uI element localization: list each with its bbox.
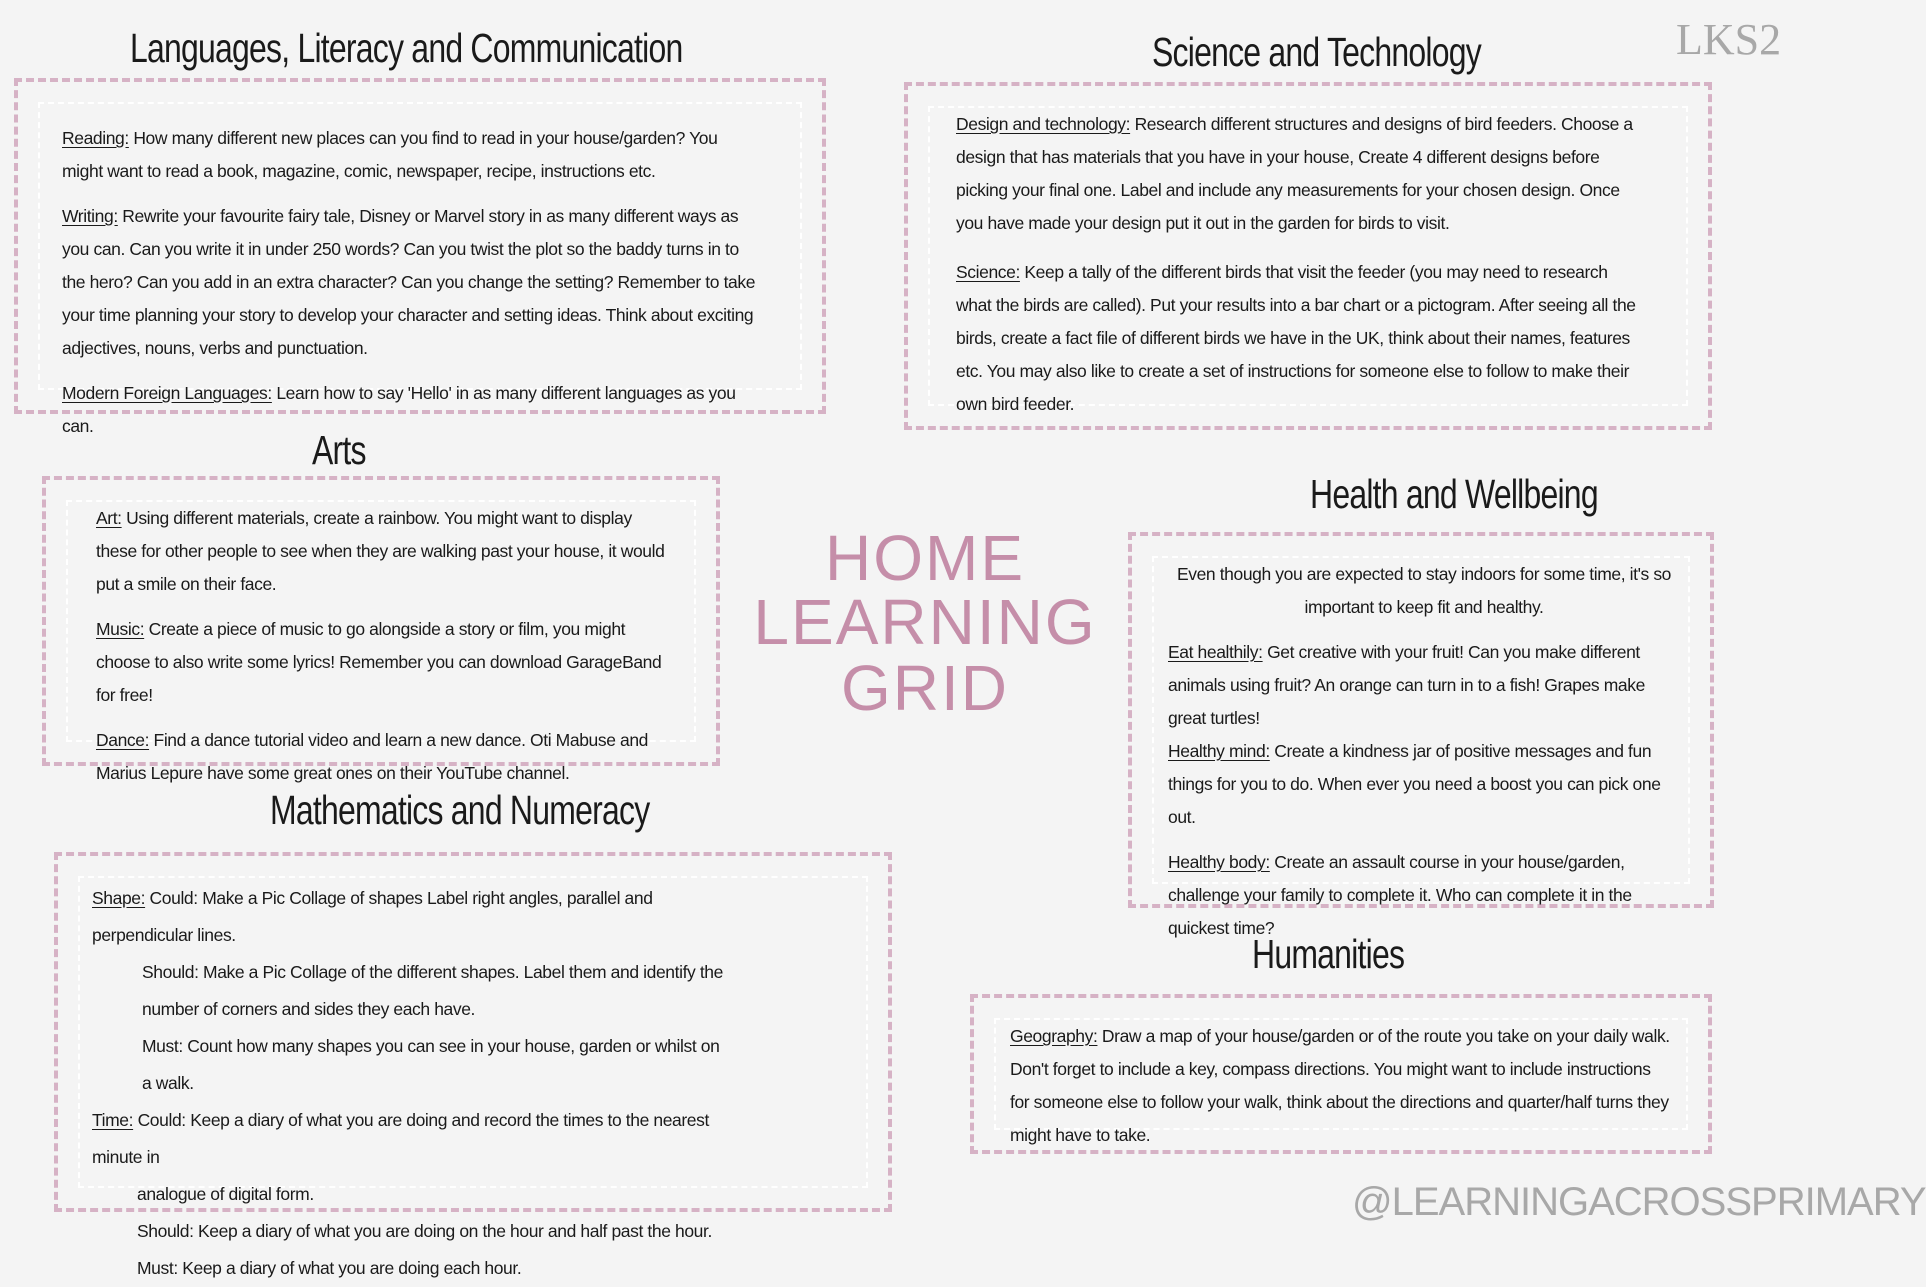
- writing-label: Writing:: [62, 206, 118, 226]
- time-could-line: [92, 1102, 732, 1176]
- science-content: [956, 108, 1646, 433]
- sci-paragraph: [956, 256, 1646, 421]
- eat-label: Eat healthily:: [1168, 642, 1263, 662]
- reading-paragraph: [62, 122, 762, 188]
- writing-paragraph: [62, 200, 762, 365]
- sci-text: Keep a tally of the different birds that visit the feeder (you may need to research what the birds are called). Put your results into a bar chart or a pictogram. After seeing all the birds, create a fact file of different birds we have in the UK, think about their names, features etc. You may also like to create a set of instructions for someone else to follow to make their own bird feeder.: [956, 262, 1636, 414]
- body-paragraph: [1168, 846, 1680, 945]
- body-text: Create an assault course in your house/garden, challenge your family to complete it. Who can complete it in the quickest time?: [1168, 852, 1632, 938]
- geo-label: Geography:: [1010, 1026, 1098, 1046]
- time-could: Could: Keep a diary of what you are doing and record the times to the nearest minute in: [92, 1110, 709, 1167]
- shape-should: Should: Make a Pic Collage of the different shapes. Label them and identify the number of corners and sides they each have.: [142, 962, 723, 1019]
- arts-content: [96, 502, 676, 802]
- dance-paragraph: [96, 724, 676, 790]
- corner-label: LKS2: [1676, 15, 1782, 64]
- maths-content: [92, 880, 732, 1287]
- geo-paragraph: [1010, 1020, 1670, 1152]
- center-title-line2: GRID: [841, 652, 1009, 724]
- shape-must: Must: Count how many shapes you can see in your house, garden or whilst on a walk.: [142, 1036, 720, 1093]
- body-label: Healthy body:: [1168, 852, 1270, 872]
- time-must: Must: Keep a diary of what you are doing each hour.: [137, 1258, 522, 1278]
- maths-heading: Mathematics and Numeracy: [270, 787, 650, 833]
- mind-text: Create a kindness jar of positive messages and fun things for you to do. When ever you need a boost you can pick one out.: [1168, 741, 1661, 827]
- health-content: [1168, 558, 1680, 957]
- arts-heading: Arts: [312, 427, 366, 473]
- art-label: Art:: [96, 508, 122, 528]
- mind-paragraph: [1168, 735, 1680, 834]
- shape-could: Could: Make a Pic Collage of shapes Label right angles, parallel and perpendicular lines.: [92, 888, 653, 945]
- dt-text: Research different structures and designs of bird feeders. Choose a design that has materials that you have in your house, Create 4 different designs before picking your final one. Label and include any measurements for your chosen design. Once you have made your design put it out in the garden for birds to visit.: [956, 114, 1633, 233]
- dt-paragraph: [956, 108, 1646, 240]
- music-paragraph: [96, 613, 676, 712]
- art-paragraph: [96, 502, 676, 601]
- humanities-content: [1010, 1020, 1670, 1164]
- mfl-text: Learn how to say 'Hello' in as many different languages as you can.: [62, 383, 736, 436]
- mind-label: Healthy mind:: [1168, 741, 1270, 761]
- time-should: Should: Keep a diary of what you are doing on the hour and half past the hour.: [137, 1221, 712, 1241]
- art-text: Using different materials, create a rainbow. You might want to display these for other people to see when they are walking past your house, it would put a smile on their face.: [96, 508, 665, 594]
- humanities-heading: Humanities: [1252, 931, 1405, 977]
- shape-could-line: [92, 880, 732, 954]
- geo-text: Draw a map of your house/garden or of the route you take on your daily walk. Don't forget to include a key, compass directions. You might want to include instructions for someone else to follow your walk, think about the directions and quarter/half turns they might have to take.: [1010, 1026, 1670, 1145]
- dt-label: Design and technology:: [956, 114, 1131, 134]
- eat-text: Get creative with your fruit! Can you make different animals using fruit? An orange can turn in to a fish! Grapes make great turtles!: [1168, 642, 1645, 728]
- footer-handle: @LEARNINGACROSSPRIMARY: [1352, 1180, 1926, 1224]
- mfl-label: Modern Foreign Languages:: [62, 383, 272, 403]
- reading-label: Reading:: [62, 128, 129, 148]
- sci-label: Science:: [956, 262, 1020, 282]
- mfl-paragraph: [62, 377, 762, 443]
- center-title-line1: HOME LEARNING: [753, 522, 1097, 658]
- shape-label: Shape:: [92, 888, 146, 908]
- music-text: Create a piece of music to go alongside a story or film, you might choose to also write some lyrics! Remember you can download GarageBand for free!: [96, 619, 662, 705]
- health-intro: Even though you are expected to stay indoors for some time, it's so important to keep fit and healthy.: [1176, 564, 1672, 617]
- music-label: Music:: [96, 619, 145, 639]
- eat-paragraph: [1168, 636, 1680, 735]
- languages-heading: Languages, Literacy and Communication: [130, 25, 683, 71]
- science-heading: Science and Technology: [1152, 29, 1481, 75]
- time-could-cont: analogue of digital form.: [137, 1184, 314, 1204]
- reading-text: How many different new places can you find to read in your house/garden? You might want to read a book, magazine, comic, newspaper, recipe, instructions etc.: [62, 128, 718, 181]
- dance-label: Dance:: [96, 730, 150, 750]
- writing-text: Rewrite your favourite fairy tale, Disney or Marvel story in as many different ways as you can. Can you write it in under 250 words? Can you twist the plot so the baddy turns in to the hero? Can you add in an extra character? Can you change the setting? Remember to take your time planning your story to develop your character and setting ideas. Think about exciting adjectives, nouns, verbs and punctuation.: [62, 206, 756, 358]
- time-label: Time:: [92, 1110, 134, 1130]
- health-heading: Health and Wellbeing: [1310, 471, 1598, 517]
- languages-content: [62, 122, 762, 455]
- dance-text: Find a dance tutorial video and learn a new dance. Oti Mabuse and Marius Lepure have some great ones on their YouTube channel.: [96, 730, 648, 783]
